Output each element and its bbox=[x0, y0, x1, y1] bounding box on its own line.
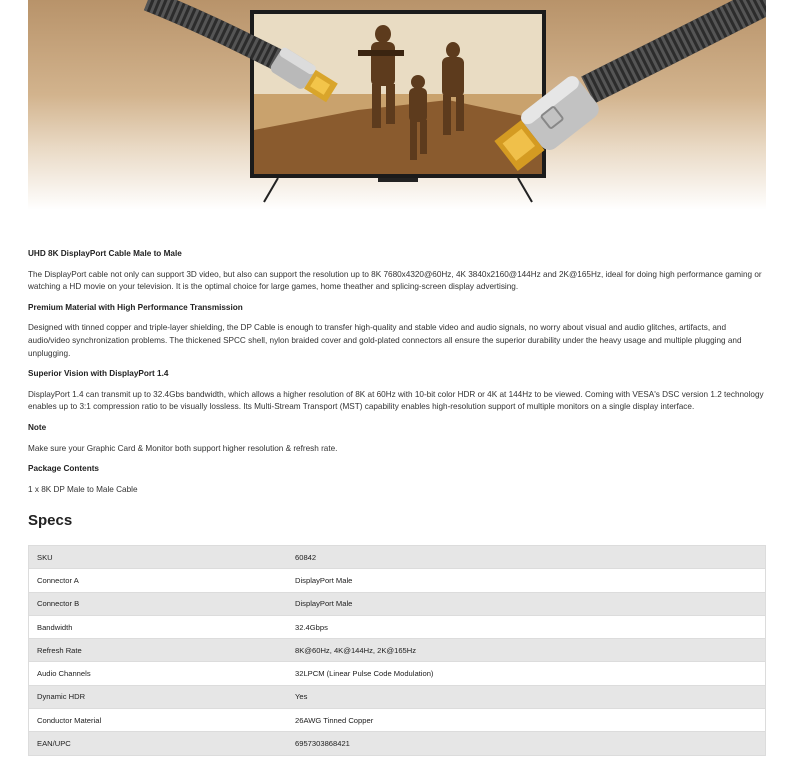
spec-key: Connector A bbox=[29, 569, 288, 592]
product-description bbox=[28, 248, 766, 496]
spec-value: 26AWG Tinned Copper bbox=[287, 709, 766, 732]
spec-key: SKU bbox=[29, 546, 288, 569]
spec-value: 6957303868421 bbox=[287, 732, 766, 755]
spec-key: Bandwidth bbox=[29, 615, 288, 638]
tv-icon bbox=[250, 10, 546, 202]
spec-value: DisplayPort Male bbox=[287, 592, 766, 615]
section-heading: UHD 8K DisplayPort Cable Male to Male bbox=[28, 249, 182, 258]
spec-value: 8K@60Hz, 4K@144Hz, 2K@165Hz bbox=[287, 639, 766, 662]
spec-key: EAN/UPC bbox=[29, 732, 288, 755]
specs-table bbox=[28, 545, 766, 756]
specs-heading: Specs bbox=[28, 512, 73, 529]
section-heading: Superior Vision with DisplayPort 1.4 bbox=[28, 369, 169, 379]
spec-value: 32LPCM (Linear Pulse Code Modulation) bbox=[287, 662, 766, 685]
hero-banner-image bbox=[28, 0, 766, 210]
section-body: Make sure your Graphic Card & Monitor both support higher resolution & refresh rate. bbox=[28, 443, 338, 453]
section-body: The DisplayPort cable not only can support 3D video, but also can support the resolution up to 8K 7680x4320@60Hz, 4K 3840x2160@144Hz and 2K@165Hz, ideal for doing high performance gaming or watching a HD movie on your television. It is the optimal choice for large games, home theather and splicing-screen display advertising. bbox=[28, 269, 762, 292]
section-heading: Package Contents bbox=[28, 464, 99, 474]
spec-key: Audio Channels bbox=[29, 662, 288, 685]
table-row bbox=[29, 592, 766, 615]
section-heading: Note bbox=[28, 422, 47, 432]
spec-value: 32.4Gbps bbox=[287, 615, 766, 638]
spec-key: Dynamic HDR bbox=[29, 685, 288, 708]
spec-value: 60842 bbox=[287, 546, 766, 569]
table-row bbox=[29, 639, 766, 662]
spec-value: Yes bbox=[287, 685, 766, 708]
table-row bbox=[29, 615, 766, 638]
spec-value: DisplayPort Male bbox=[287, 569, 766, 592]
section-body: 1 x 8K DP Male to Male Cable bbox=[28, 484, 138, 494]
table-row bbox=[29, 685, 766, 708]
table-row bbox=[29, 732, 766, 755]
table-row bbox=[29, 662, 766, 685]
table-row bbox=[29, 546, 766, 569]
spec-key: Connector B bbox=[29, 592, 288, 615]
section-body: Designed with tinned copper and triple-layer shielding, the DP Cable is enough to transfer high-quality and stable video and audio signals, no worry about visual and audio glitches, artifacts, and audio/video synchronization problems. The thickened SPCC shell, nylon braided cover and gold-plated connectors all ensure the superior durability under the heavy usage and multiple plugging and unplugging. bbox=[28, 323, 742, 358]
spec-key: Refresh Rate bbox=[29, 639, 288, 662]
cable-tv-illustration bbox=[28, 0, 766, 210]
table-row bbox=[29, 569, 766, 592]
table-row bbox=[29, 709, 766, 732]
section-heading: Premium Material with High Performance Transmission bbox=[28, 302, 243, 312]
spec-key: Conductor Material bbox=[29, 709, 288, 732]
section-body: DisplayPort 1.4 can transmit up to 32.4Gbs bandwidth, which allows a higher resolution of 8K at 60Hz with 10-bit color HDR or 4K at 144Hz to be viewed. Coming with VESA's DSC version 1.2 technology enables up to 3:1 compression ratio to be visually lossless. Its Multi-Stream Transport (MST) capability enables high-resolution support of multiple monitors on a single display interface. bbox=[28, 389, 764, 412]
